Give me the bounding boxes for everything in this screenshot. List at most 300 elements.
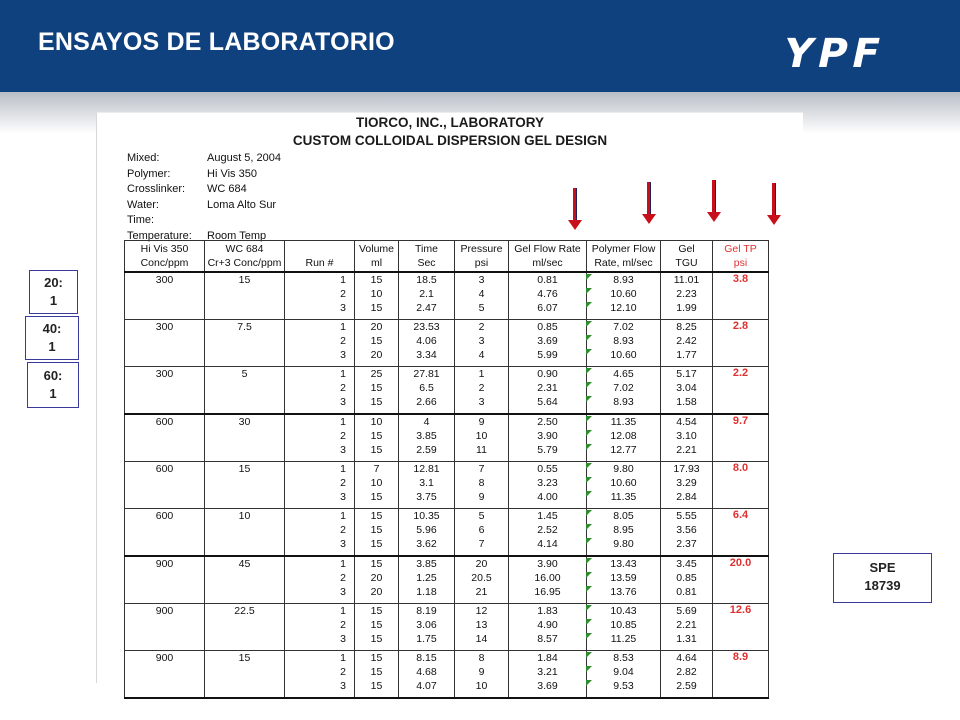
gel-tp-cell: [713, 272, 769, 320]
tgu-value: 5.55: [676, 510, 697, 522]
polymer-flow-value: 12.10: [587, 301, 660, 315]
crosslinker-conc: 22.5: [234, 605, 255, 617]
volume-value: 20: [370, 572, 383, 584]
run-number: 3: [340, 444, 346, 456]
time-value: 18.5: [416, 274, 437, 286]
spe-number: 18739: [864, 578, 901, 593]
polymer-flow-value-list: [587, 462, 660, 504]
flag-marker-icon: [586, 274, 592, 280]
tgu-value: 2.21: [676, 619, 697, 631]
polymer-flow-value-list: [587, 367, 660, 409]
tgu-value: 3.56: [676, 524, 697, 536]
gel-tp-cell: [713, 462, 769, 509]
gel-flow-value: 0.85: [537, 321, 558, 333]
volume-value-cell: [355, 509, 399, 557]
tgu-value: 3.29: [676, 477, 697, 489]
meta-value: WC 684: [207, 183, 247, 195]
pressure-value-list: [455, 462, 508, 504]
crosslinker-conc-cell: [205, 556, 285, 604]
meta-row: [127, 167, 281, 183]
volume-value-list: [355, 367, 398, 409]
gel-flow-value-cell: [509, 604, 587, 651]
run-number: 3: [340, 680, 346, 692]
tgu-value-list: [661, 415, 712, 457]
column-header-line: Gel: [678, 243, 695, 255]
time-value: 12.81: [413, 463, 440, 475]
ypf-logo: YPF: [779, 31, 890, 77]
meta-value: Room Temp: [207, 229, 267, 242]
gel-flow-value: 5.99: [537, 349, 558, 361]
pressure-value: 5: [478, 302, 485, 314]
column-header: [587, 241, 661, 273]
volume-value-list: [355, 415, 398, 457]
polymer-conc-cell: [125, 320, 205, 367]
volume-value: 15: [370, 430, 383, 442]
tgu-value-cell: [661, 604, 713, 651]
table-row: [125, 604, 769, 651]
pressure-value-list: [455, 604, 508, 646]
tgu-value-list: [661, 557, 712, 599]
pressure-value: 20.5: [471, 572, 492, 584]
pressure-value: 10: [475, 430, 488, 442]
tgu-value-cell: [661, 509, 713, 557]
polymer-flow-value: 9.04: [587, 665, 660, 679]
tgu-value: 2.37: [676, 538, 697, 550]
volume-value-list: [355, 651, 398, 693]
gel-flow-value-list: [509, 651, 586, 693]
volume-value: 15: [370, 633, 383, 645]
tgu-value-list: [661, 367, 712, 409]
column-header-line: Polymer Flow: [591, 243, 656, 255]
tgu-value: 5.69: [676, 605, 697, 617]
pressure-value-list: [455, 367, 508, 409]
tgu-value-list: [661, 509, 712, 551]
gel-tp-value: 20.0: [729, 557, 752, 569]
gel-flow-value-list: [509, 604, 586, 646]
time-value: 2.59: [416, 444, 437, 456]
column-header-line: ml/sec: [532, 257, 563, 269]
column-header-line: Gel TP: [724, 243, 757, 255]
polymer-flow-value: 11.35: [587, 490, 660, 504]
run-number-cell: [285, 367, 355, 415]
volume-value: 10: [370, 477, 383, 489]
time-value-list: [399, 367, 454, 409]
flag-marker-icon: [586, 288, 592, 294]
column-header-line: Sec: [417, 257, 436, 269]
polymer-conc: 600: [155, 416, 174, 428]
column-header-line: Rate, ml/sec: [594, 257, 653, 269]
gel-flow-value: 0.81: [537, 274, 558, 286]
flag-marker-icon: [586, 538, 592, 544]
pressure-value: 9: [478, 666, 485, 678]
flag-marker-icon: [586, 491, 592, 497]
gel-flow-value: 16.95: [534, 586, 561, 598]
crosslinker-conc-cell: [205, 462, 285, 509]
pressure-value-cell: [455, 272, 509, 320]
gel-flow-value: 3.69: [537, 680, 558, 692]
polymer-flow-value: 10.85: [587, 618, 660, 632]
pressure-value-cell: [455, 604, 509, 651]
pressure-value: 2: [478, 321, 485, 333]
report-subtitle: CUSTOM COLLOIDAL DISPERSION GEL DESIGN: [292, 133, 608, 148]
column-header-line: Volume: [358, 243, 395, 255]
polymer-flow-value: 8.93: [587, 334, 660, 348]
run-number-cell: [285, 604, 355, 651]
gel-tp-value: 2.8: [732, 320, 749, 332]
tgu-value: 2.23: [676, 288, 697, 300]
column-header-line: psi: [733, 257, 748, 269]
crosslinker-conc: 15: [238, 463, 251, 475]
flag-marker-icon: [586, 510, 592, 516]
crosslinker-conc: 5: [241, 368, 248, 380]
polymer-conc: 900: [155, 605, 174, 617]
polymer-flow-value-list: [587, 509, 660, 551]
time-value-list: [399, 651, 454, 693]
table-row: [125, 651, 769, 699]
pressure-value: 3: [478, 274, 485, 286]
spe-label: SPE: [869, 560, 896, 575]
volume-value-cell: [355, 556, 399, 604]
pressure-value: 20: [475, 558, 488, 570]
table-row: [125, 367, 769, 415]
run-number-cell: [285, 651, 355, 699]
gel-flow-value-cell: [509, 651, 587, 699]
polymer-conc-cell: [125, 556, 205, 604]
flag-marker-icon: [586, 680, 592, 686]
flag-marker-icon: [586, 463, 592, 469]
run-number-list: [285, 320, 346, 362]
run-number: 1: [340, 558, 346, 570]
gel-flow-value-list: [509, 273, 586, 315]
time-value: 1.75: [416, 633, 437, 645]
table-row: [125, 320, 769, 367]
gel-tp-value: 8.0: [732, 462, 749, 474]
column-header: [125, 241, 205, 273]
meta-value: Hi Vis 350: [207, 167, 257, 180]
volume-value: 10: [370, 288, 383, 300]
flag-marker-icon: [586, 302, 592, 308]
meta-key: Water:: [127, 198, 159, 211]
tgu-value-list: [661, 320, 712, 362]
pressure-value: 3: [478, 335, 485, 347]
tgu-value: 17.93: [673, 463, 700, 475]
time-value-list: [399, 462, 454, 504]
run-number: 1: [340, 321, 346, 333]
pressure-value: 6: [478, 524, 485, 536]
run-number: 1: [340, 416, 346, 428]
pressure-value: 4: [478, 349, 485, 361]
gel-flow-value: 4.76: [537, 288, 558, 300]
time-value: 10.35: [413, 510, 440, 522]
lab-name: TIORCO, INC., LABORATORY: [356, 115, 544, 130]
run-number: 2: [340, 666, 346, 678]
column-header: [355, 241, 399, 273]
meta-key: Time:: [127, 214, 155, 226]
gel-tp-cell: [713, 509, 769, 557]
pressure-value: 11: [476, 444, 487, 456]
gel-flow-value-list: [509, 462, 586, 504]
run-number: 3: [340, 349, 346, 361]
gel-flow-value: 5.79: [537, 444, 558, 456]
volume-value-list: [355, 557, 398, 599]
time-value: 2.47: [416, 302, 437, 314]
polymer-flow-value: 10.43: [587, 604, 660, 618]
polymer-flow-value: 4.65: [587, 367, 660, 381]
time-value: 3.06: [416, 619, 437, 631]
run-number: 3: [340, 633, 346, 645]
ratio-label-line: 60:: [43, 368, 63, 383]
crosslinker-conc: 15: [238, 652, 251, 664]
gel-flow-value-cell: [509, 462, 587, 509]
tgu-value-list: [661, 604, 712, 646]
volume-value: 20: [370, 586, 383, 598]
gel-tp-value: 6.4: [732, 509, 749, 521]
run-number: 2: [340, 430, 346, 442]
run-number: 1: [340, 274, 346, 286]
tgu-value: 4.64: [676, 652, 697, 664]
run-number: 3: [340, 396, 346, 408]
run-number-cell: [285, 556, 355, 604]
gel-flow-value-cell: [509, 367, 587, 415]
gel-flow-value: 6.07: [537, 302, 558, 314]
flag-marker-icon: [586, 382, 592, 388]
polymer-flow-value-list: [587, 651, 660, 693]
polymer-flow-value: 8.05: [587, 509, 660, 523]
tgu-value: 2.84: [676, 491, 697, 503]
polymer-flow-value-list: [587, 557, 660, 599]
run-number: 1: [340, 605, 346, 617]
run-number: 1: [340, 463, 346, 475]
flag-marker-icon: [586, 619, 592, 625]
column-header: [661, 241, 713, 273]
run-number-list: [285, 273, 346, 315]
meta-row: [127, 198, 281, 214]
gel-tp-cell: [713, 367, 769, 415]
pressure-value: 7: [478, 463, 485, 475]
tgu-value-cell: [661, 320, 713, 367]
time-value: 3.62: [416, 538, 437, 550]
meta-key: Temperature:: [127, 229, 192, 242]
polymer-flow-value-list: [587, 604, 660, 646]
pressure-value: 14: [475, 633, 488, 645]
run-number: 2: [340, 477, 346, 489]
volume-value: 15: [370, 538, 383, 550]
run-number: 1: [340, 652, 346, 664]
column-header-line: Run #: [305, 257, 334, 269]
slide-title: ENSAYOS DE LABORATORIO: [38, 28, 395, 56]
tgu-value: 1.99: [676, 302, 697, 314]
polymer-flow-value: 13.76: [587, 585, 660, 599]
gel-flow-value: 5.64: [537, 396, 558, 408]
tgu-value: 1.31: [676, 633, 697, 645]
gel-flow-value-cell: [509, 556, 587, 604]
results-table: [124, 240, 769, 699]
volume-value: 15: [370, 302, 383, 314]
gel-tp-cell: [713, 414, 769, 462]
run-number: 3: [340, 491, 346, 503]
flag-marker-icon: [586, 666, 592, 672]
tgu-value: 0.85: [676, 572, 697, 584]
volume-value: 15: [370, 510, 383, 522]
column-header-line: Hi Vis 350: [140, 243, 189, 255]
pressure-value-list: [455, 651, 508, 693]
gel-tp-cell: [713, 604, 769, 651]
polymer-flow-value: 10.60: [587, 287, 660, 301]
tgu-value: 2.82: [676, 666, 697, 678]
crosslinker-conc: 15: [238, 274, 251, 286]
column-header-line: Pressure: [460, 243, 503, 255]
pressure-value: 4: [478, 288, 485, 300]
flag-marker-icon: [586, 416, 592, 422]
tgu-value: 3.04: [676, 382, 697, 394]
flag-marker-icon: [586, 558, 592, 564]
flag-marker-icon: [586, 349, 592, 355]
flag-marker-icon: [586, 633, 592, 639]
gel-flow-value: 4.00: [537, 491, 558, 503]
run-number: 1: [340, 510, 346, 522]
pressure-value: 9: [478, 491, 485, 503]
table-row: [125, 556, 769, 604]
pressure-value: 13: [475, 619, 488, 631]
flag-marker-icon: [586, 586, 592, 592]
run-number-list: [285, 415, 346, 457]
volume-value-cell: [355, 462, 399, 509]
polymer-flow-value: 12.77: [587, 443, 660, 457]
pressure-value-list: [455, 557, 508, 599]
gel-flow-value: 8.57: [537, 633, 558, 645]
polymer-flow-value: 12.08: [587, 429, 660, 443]
volume-value: 15: [370, 274, 383, 286]
polymer-flow-value-list: [587, 320, 660, 362]
polymer-conc: 900: [155, 652, 174, 664]
gel-flow-value: 2.50: [537, 416, 558, 428]
run-number-cell: [285, 509, 355, 557]
tgu-value: 2.21: [676, 444, 697, 456]
polymer-conc-cell: [125, 462, 205, 509]
pressure-value-cell: [455, 556, 509, 604]
column-header: [399, 241, 455, 273]
gel-tp-value: 12.6: [729, 604, 752, 616]
gel-flow-value: 1.45: [537, 510, 558, 522]
flag-marker-icon: [586, 524, 592, 530]
time-value: 3.85: [416, 430, 437, 442]
crosslinker-conc-cell: [205, 320, 285, 367]
flag-marker-icon: [586, 605, 592, 611]
ratio-label-line: 40:: [42, 321, 62, 336]
polymer-conc-cell: [125, 651, 205, 699]
gel-flow-value-cell: [509, 414, 587, 462]
time-value: 3.34: [416, 349, 437, 361]
polymer-conc: 900: [155, 558, 174, 570]
run-number-list: [285, 651, 346, 693]
time-value: 3.75: [416, 491, 437, 503]
polymer-flow-value-cell: [587, 556, 661, 604]
crosslinker-conc-cell: [205, 651, 285, 699]
gel-tp-cell: [713, 556, 769, 604]
lab-report: [96, 112, 803, 692]
time-value-cell: [399, 367, 455, 415]
volume-value: 7: [373, 463, 380, 475]
polymer-flow-value-cell: [587, 367, 661, 415]
polymer-flow-value: 8.93: [587, 273, 660, 287]
time-value: 4.06: [416, 335, 437, 347]
volume-value-cell: [355, 320, 399, 367]
polymer-flow-value: 8.95: [587, 523, 660, 537]
flag-marker-icon: [586, 652, 592, 658]
gel-tp-value: 3.8: [732, 273, 749, 285]
time-value-list: [399, 557, 454, 599]
tgu-value-cell: [661, 414, 713, 462]
polymer-conc-cell: [125, 509, 205, 557]
table-row: [125, 462, 769, 509]
gel-flow-value: 2.31: [537, 382, 558, 394]
gel-flow-value-list: [509, 320, 586, 362]
volume-value: 15: [370, 524, 383, 536]
run-number: 1: [340, 368, 346, 380]
polymer-conc-cell: [125, 604, 205, 651]
crosslinker-conc: 7.5: [237, 321, 252, 333]
polymer-flow-value: 9.53: [587, 679, 660, 693]
time-value: 23.53: [413, 321, 440, 333]
gel-flow-value-list: [509, 509, 586, 551]
table-row: [125, 509, 769, 557]
gel-flow-value-cell: [509, 509, 587, 557]
polymer-conc: 600: [155, 510, 174, 522]
pressure-value: 21: [475, 586, 488, 598]
polymer-flow-value-cell: [587, 462, 661, 509]
tgu-value: 5.17: [676, 368, 697, 380]
meta-row: [127, 151, 281, 167]
run-number-list: [285, 604, 346, 646]
meta-key: Mixed:: [127, 152, 160, 164]
polymer-flow-value: 9.80: [587, 537, 660, 551]
time-value: 4.07: [416, 680, 437, 692]
pressure-value: 7: [478, 538, 485, 550]
volume-value-list: [355, 462, 398, 504]
volume-value: 15: [370, 558, 383, 570]
tgu-value-cell: [661, 556, 713, 604]
flag-marker-icon: [586, 396, 592, 402]
volume-value-cell: [355, 604, 399, 651]
pressure-value: 8: [478, 477, 485, 489]
tgu-value: 0.81: [676, 586, 697, 598]
time-value-list: [399, 415, 454, 457]
column-header-line: WC 684: [225, 243, 264, 255]
run-number: 2: [340, 572, 346, 584]
polymer-flow-value-cell: [587, 272, 661, 320]
flag-marker-icon: [586, 444, 592, 450]
crosslinker-conc: 45: [238, 558, 251, 570]
run-number: 3: [340, 538, 346, 550]
tgu-value-cell: [661, 272, 713, 320]
polymer-flow-value-cell: [587, 509, 661, 557]
pressure-value: 5: [478, 510, 485, 522]
pressure-value-list: [455, 273, 508, 315]
tgu-value-cell: [661, 651, 713, 699]
table-header-row: [125, 241, 769, 273]
flag-marker-icon: [586, 321, 592, 327]
gel-tp-value: 9.7: [732, 415, 749, 427]
column-header: [285, 241, 355, 273]
gel-flow-value: 2.52: [537, 524, 558, 536]
flag-marker-icon: [586, 477, 592, 483]
column-header-line: Gel Flow Rate: [514, 243, 581, 255]
pressure-value-cell: [455, 320, 509, 367]
time-value-cell: [399, 556, 455, 604]
polymer-flow-value: 7.02: [587, 381, 660, 395]
polymer-conc: 600: [155, 463, 174, 475]
volume-value: 15: [370, 666, 383, 678]
